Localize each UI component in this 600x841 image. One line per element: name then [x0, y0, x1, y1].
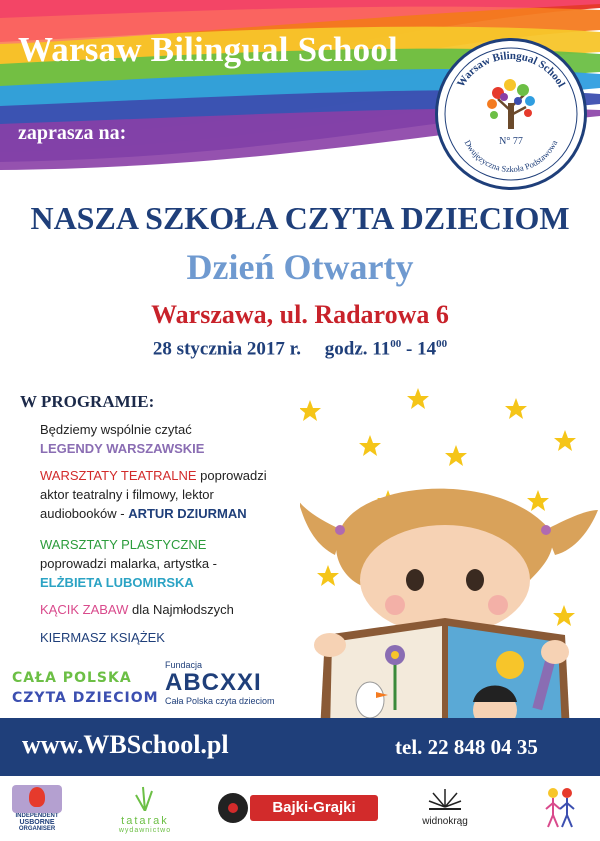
seal-bottom-text: Dwujęzyczna Szkoła Podstawowa [462, 138, 560, 175]
tatarak-logo [100, 785, 190, 833]
event-time-start: 11 [372, 338, 391, 360]
kids-drawing-logo [540, 785, 580, 833]
widnokrag-logo [410, 785, 480, 833]
program-item-art [40, 535, 320, 592]
program-item-highlight: WARSZTATY PLASTYCZNE [40, 537, 207, 552]
bajki-grajki-text: Bajki-Grajki [250, 795, 378, 821]
program-item-highlight: WARSZTATY TEATRALNE [40, 468, 197, 483]
program-item-book-fair: KIERMASZ KSIĄŻEK [40, 630, 165, 645]
program-item-theatre [40, 466, 310, 523]
abcxxi-top: Fundacja [165, 660, 203, 670]
sunrise-icon [425, 785, 465, 811]
event-subtitle: Dzień Otwarty [186, 247, 414, 287]
invite-text: zaprasza na: [18, 122, 127, 144]
program-item-text: poprowadzi [200, 468, 267, 483]
tatarak-line2: wydawnictwo [118, 827, 172, 834]
balloon-icon [12, 785, 62, 813]
vinyl-record-icon [218, 793, 248, 823]
girl-reading-illustration [300, 380, 600, 732]
event-datetime [0, 338, 600, 360]
program-item-highlight: LEGENDY WARSZAWSKIE [40, 441, 205, 456]
program-item-text: aktor teatralny i filmowy, lektor [40, 487, 214, 502]
bajki-grajki-logo [218, 793, 378, 823]
abcxxi-logo [165, 660, 285, 706]
usborne-line3: ORGANISER [18, 826, 56, 832]
seal-top-text: Warsaw Bilingual School [454, 49, 568, 90]
cala-polska-line2: CZYTA DZIECIOM [12, 690, 159, 706]
usborne-line1: INDEPENDENT [15, 813, 59, 819]
event-time-end-sup: 00 [436, 338, 448, 350]
website-link[interactable]: www.WBSchool.pl [22, 730, 229, 759]
program-item-highlight: KĄCIK ZABAW [40, 602, 129, 617]
cala-polska-line1: CAŁA POLSKA [12, 670, 132, 686]
event-address: Warszawa, ul. Radarowa 6 [151, 300, 449, 329]
cala-polska-logo [12, 668, 159, 708]
event-time-end: 14 [417, 338, 437, 360]
program-item-text: Będziemy wspólnie czytać [40, 422, 192, 437]
program-heading: W PROGRAMIE: [20, 392, 155, 411]
event-time-start-sup: 00 [390, 338, 402, 350]
abcxxi-sub: Cała Polska czyta dzieciom [165, 696, 275, 706]
seal-number: N° 77 [499, 136, 523, 147]
grass-icon [130, 785, 160, 811]
program-item-legends [40, 420, 320, 458]
program-item-text: poprowadzi malarka, artystka - [40, 556, 218, 571]
school-seal [435, 38, 587, 190]
program-item-name: ARTUR DZIURMAN [128, 506, 247, 521]
event-date: 28 stycznia 2017 r. [152, 338, 302, 360]
usborne-line2: USBORNE [19, 819, 55, 826]
event-title: NASZA SZKOŁA CZYTA DZIECIOM [30, 200, 570, 236]
event-time-sep: - [406, 338, 413, 360]
program-item-text: dla Najmłodszych [132, 602, 234, 617]
school-name: Warsaw Bilingual School [18, 30, 398, 69]
widnokrag-text: widnokrąg [422, 816, 468, 827]
program-item-name: ELŻBIETA LUBOMIRSKA [40, 575, 194, 590]
program-item-text: audiobooków - [40, 506, 125, 521]
tree-icon [487, 79, 535, 129]
usborne-logo [8, 785, 66, 833]
program-item-kids-corner [40, 600, 320, 619]
kids-icon [540, 785, 580, 831]
event-time-label: godz. [324, 338, 368, 360]
abcxxi-main: ABCXXI [165, 669, 262, 696]
phone-number: tel. 22 848 04 35 [395, 735, 538, 759]
seal-graphic [438, 41, 584, 187]
tatarak-line1: tatarak [121, 815, 169, 827]
